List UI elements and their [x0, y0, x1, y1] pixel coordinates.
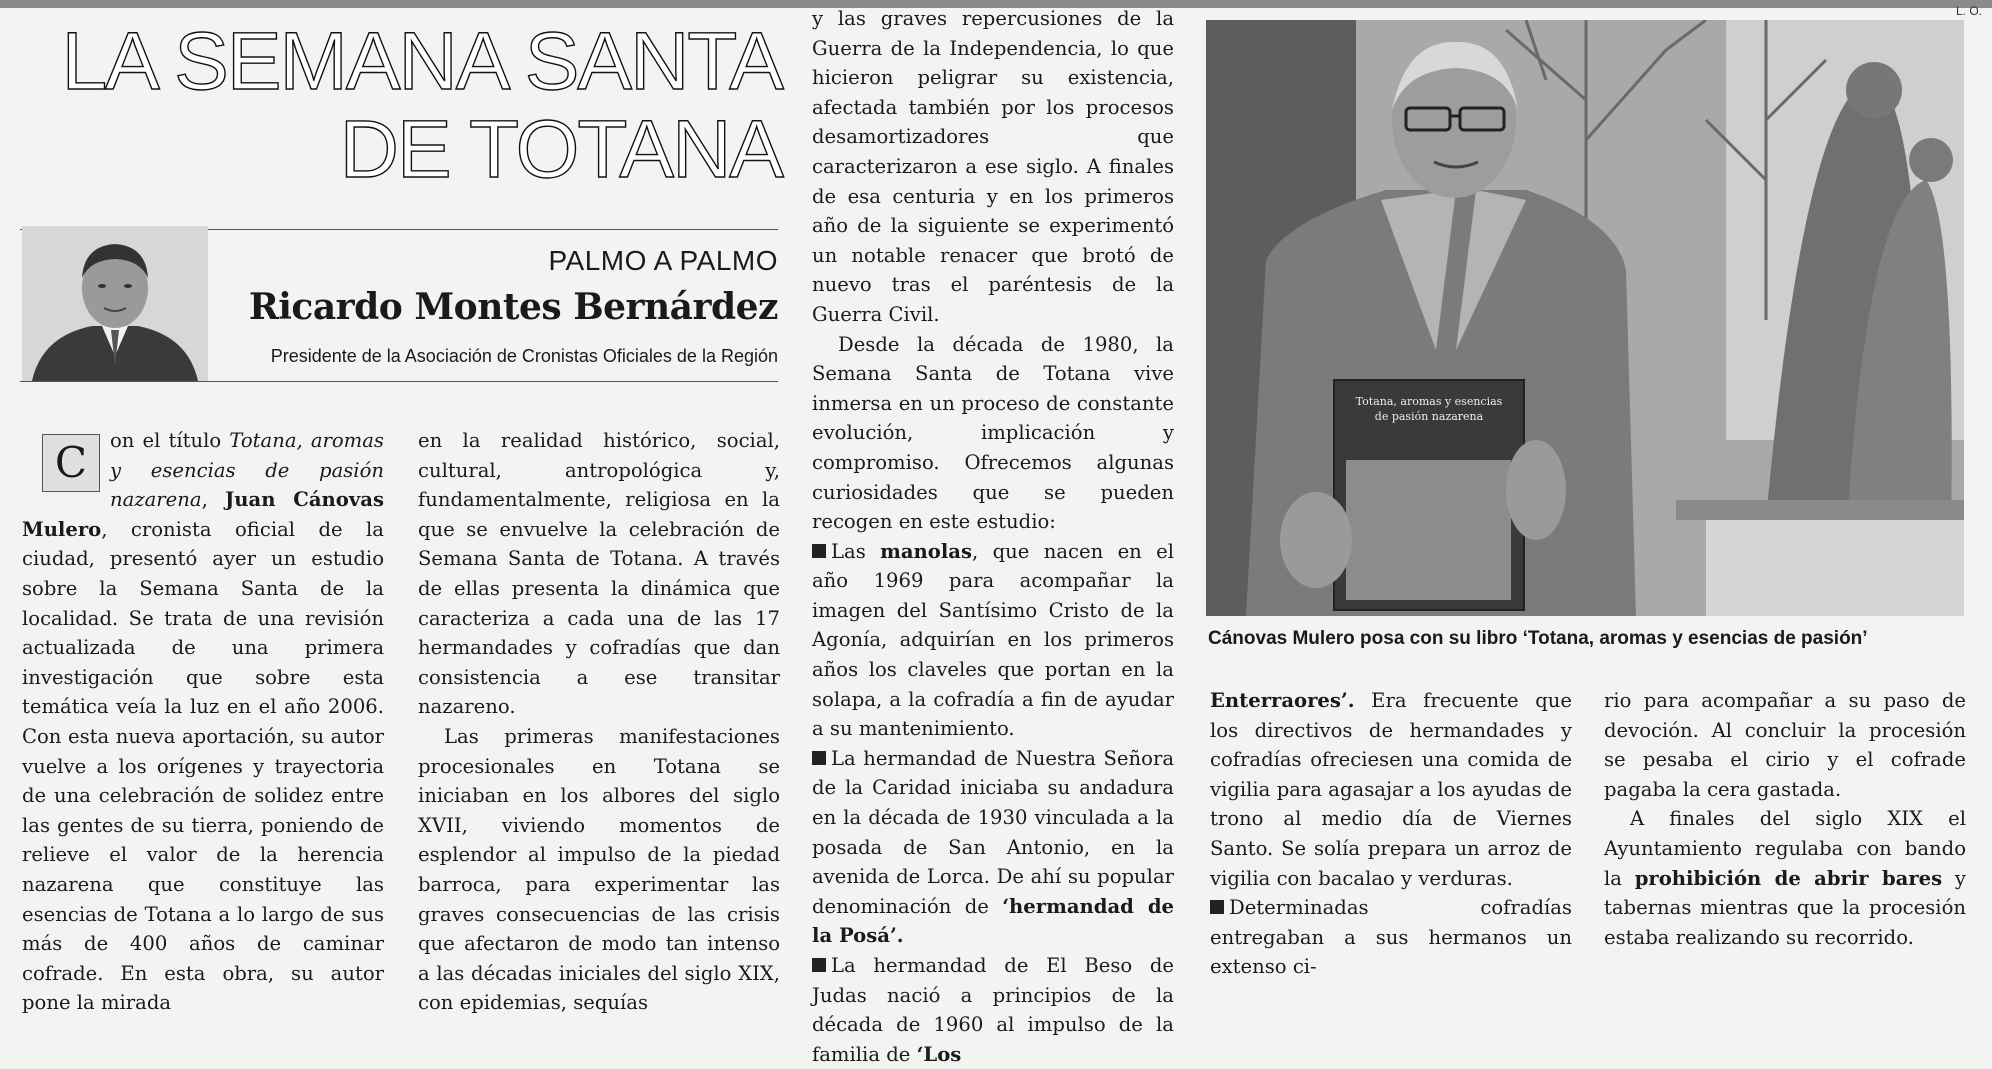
book-cover-title: Totana, aromas y esencias: [1355, 395, 1503, 408]
headline-line-2: DE TOTANA: [339, 104, 782, 195]
paragraph: Las primeras manifestaciones procesionales en Totana se iniciaban en los albores del siglo XVII, viviendo momentos de esplendor al impulso de la piedad barroca, para experimentar las graves consecuencias de las crisis que afectaron de modo tan intenso a las décadas iniciales del siglo XIX, con epidemias, sequías: [418, 724, 780, 1015]
paragraph: A finales del siglo XIX el Ayuntamiento regulaba con bando la prohibición de abrir bares y tabernas mientras que la procesión estaba realizando su recorrido.: [1604, 807, 1966, 949]
bullet-square-icon: [1210, 900, 1224, 914]
bullet-square-icon: [812, 751, 826, 765]
author-role: Presidente de la Asociación de Cronistas Oficiales de la Región: [270, 346, 778, 366]
list-item: La hermandad de Nuestra Señora de la Caridad iniciaba su andadura en la década de 1930 vinculada a la posada de San Antonio, en la avenida de Lorca. De ahí su popular denominación de ‘hermandad de la Posá’.: [812, 746, 1174, 948]
paragraph: y las graves repercusiones de la Guerra de la Independencia, lo que hicieron peligrar su existencia, afectada también por los procesos desamortizadores que caracterizaron a ese siglo. A finales de esa centuria y en los primeros año de la siguiente se experimentó un notable renacer que brotó de nuevo tras el paréntesis de la Guerra Civil.: [812, 7, 1174, 326]
paragraph: Desde la década de 1980, la Semana Santa de Totana vive inmersa en un proceso de constante evolución, implicación y compromiso. Ofrecemos algunas curiosidades que se pueden recogen en este estudio:: [812, 332, 1174, 534]
svg-text:de pasión nazarena: de pasión nazarena: [1374, 410, 1484, 423]
person-name: Juan Cánovas Mulero: [22, 488, 384, 541]
headline: [22, 18, 782, 194]
author-photo: [22, 226, 208, 381]
bullet-square-icon: [812, 958, 826, 972]
article-column-1: [22, 426, 384, 1018]
article-photo: [1206, 20, 1964, 616]
paragraph: rio para acompañar a su paso de devoción. Al concluir la procesión se pesaba el cirio y el cofrade pagaba la cera gastada.: [1604, 689, 1966, 801]
photo-credit: L. O.: [1955, 4, 1982, 18]
photo-caption: Cánovas Mulero posa con su libro ‘Totana, aromas y esencias de pasión’: [1208, 628, 1868, 649]
bullet-square-icon: [812, 544, 826, 558]
paragraph: Enterraores’. Era frecuente que los directivos de hermandades y cofradías ofreciesen una comida de vigilia para agasajar a los ayudas de trono al medio día de Viernes Santo. Se solía prepara un arroz de vigilia con bacalao y verduras.: [1210, 689, 1572, 890]
section-label: PALMO A PALMO: [548, 245, 778, 276]
byline-rule: [20, 381, 778, 382]
article-column-2: [418, 426, 780, 1018]
article-column-3: [812, 4, 1174, 1069]
list-item: Las manolas, que nacen en el año 1969 para acompañar la imagen del Santísimo Cristo de la Agonía, adquirían en los primeros años los claveles que portan en la solapa, a la cofradía a fin de ayudar a su mantenimiento.: [812, 539, 1174, 741]
article-column-4: [1210, 686, 1572, 982]
paragraph: en la realidad histórico, social, cultural, antropológica y, fundamentalmente, religiosa en la que se envuelve la celebración de Semana Santa de Totana. A través de ellas presenta la dinámica que caracteriza a cada una de las 17 hermandades y cofradías que dan consistencia a ese transitar nazareno.: [418, 429, 780, 719]
headline-line-1: LA SEMANA SANTA: [61, 16, 782, 107]
man-with-book-photo-icon: [1206, 20, 1964, 616]
author-portrait-icon: [22, 226, 208, 381]
list-item: Determinadas cofradías entregaban a sus hermanos un extenso ci-: [1210, 896, 1572, 979]
article-column-5: [1604, 686, 1966, 952]
list-item: La hermandad de El Beso de Judas nació a principios de la década de 1960 al impulso de la familia de ‘Los: [812, 954, 1174, 1066]
drop-cap: C: [42, 434, 100, 492]
paragraph: C on el título Totana, aromas y esencias de pasión nazarena, Juan Cánovas Mulero, cronista oficial de la ciudad, presentó ayer un estudio sobre la Semana Santa de la localidad. Se trata de una revisión actualizada de una primera investigación que sobre esta temática veía la luz en el año 2006. Con esta nueva aportación, su autor vuelve a los orígenes y trayectoria de una celebración de solidez entre las gentes de su tierra, poniendo de relieve el valor de la herencia nazarena que constituye las esencias de Totana a lo largo de sus más de 400 años de caminar cofrade. En esta obra, su autor pone la mirada: [22, 429, 384, 1015]
author-name: Ricardo Montes Bernárdez: [248, 286, 778, 328]
book-title: Totana, aromas y esencias de pasión nazarena: [110, 429, 384, 512]
